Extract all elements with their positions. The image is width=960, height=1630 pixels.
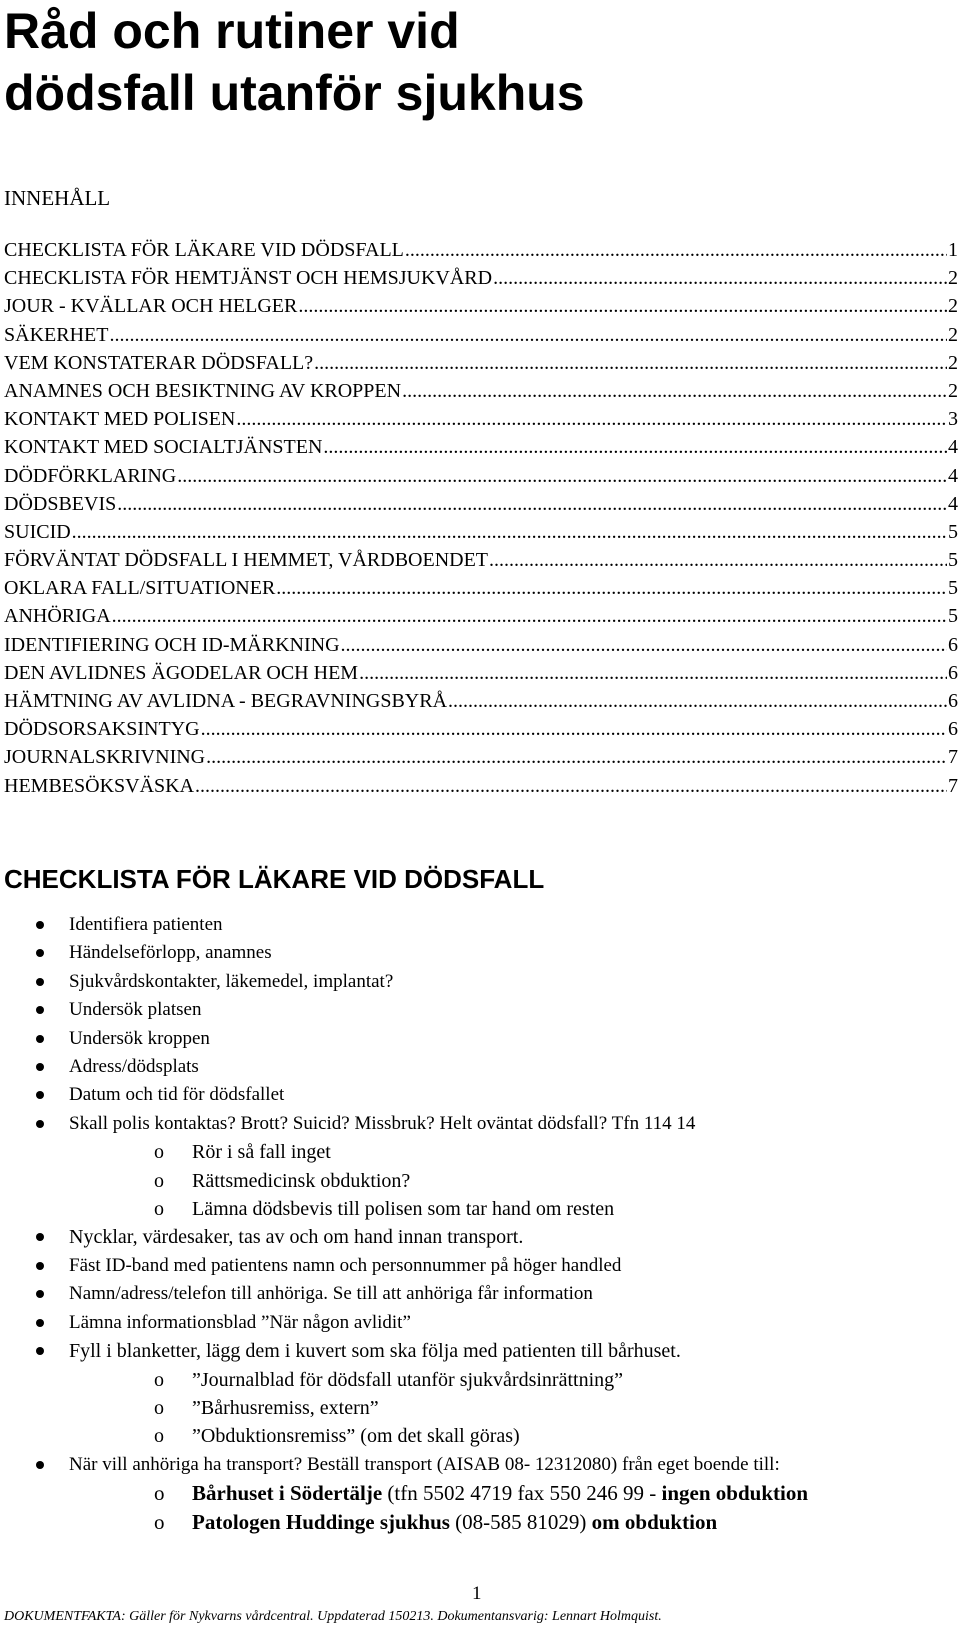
toc-entry-title: KONTAKT MED SOCIALTJÄNSTEN: [4, 436, 323, 459]
toc-entry[interactable]: [4, 634, 958, 662]
toc-dot-leader: [117, 493, 947, 516]
doctor-checklist: [0, 911, 960, 1536]
toc-entry-title: KONTAKT MED POLISEN: [4, 408, 236, 431]
sub-bullet: o: [154, 1396, 164, 1419]
toc-entry-page: 2: [948, 379, 958, 402]
toc-entry-page: 7: [948, 746, 958, 769]
toc-entry[interactable]: [4, 436, 958, 464]
autopsy-note: om obduktion: [591, 1509, 718, 1534]
toc-entry-page: 2: [948, 295, 958, 318]
toc-entry[interactable]: [4, 577, 958, 605]
toc-entry-title: IDENTIFIERING OCH ID-MÄRKNING: [4, 633, 340, 656]
checklist-item: Fäst ID-band med patientens namn och personnummer på höger handled: [0, 1252, 960, 1280]
bullet-dot: [36, 1347, 44, 1355]
checklist-item: Identifiera patienten: [0, 911, 960, 939]
toc-entry-title: JOUR - KVÄLLAR OCH HELGER: [4, 295, 298, 318]
bullet-dot: [36, 1233, 44, 1241]
checklist-item: Namn/adress/telefon till anhöriga. Se till att anhöriga får information: [0, 1280, 960, 1308]
bullet-dot: [36, 1006, 44, 1014]
toc-entry-page: 5: [948, 549, 958, 572]
toc-entry[interactable]: [4, 690, 958, 718]
toc-entry-title: OKLARA FALL/SITUATIONER: [4, 577, 276, 600]
toc-dot-leader: [206, 746, 947, 769]
toc-entry-page: 4: [948, 436, 958, 459]
toc-entry-title: JOURNALSKRIVNING: [4, 746, 206, 769]
toc-entry-title: SUICID: [4, 520, 71, 543]
toc-dot-leader: [109, 324, 947, 347]
toc-dot-leader: [402, 380, 947, 403]
toc-dot-leader: [323, 436, 947, 459]
toc-entry[interactable]: [4, 465, 958, 493]
toc-dot-leader: [489, 549, 947, 572]
toc-heading: INNEHÅLL: [4, 186, 111, 210]
toc-entry-page: 5: [948, 520, 958, 543]
section-heading: CHECKLISTA FÖR LÄKARE VID DÖDSFALL: [4, 864, 545, 894]
bullet-dot: [36, 1091, 44, 1099]
forms-sublist: [69, 1366, 960, 1451]
checklist-item: Lämna informationsblad ”När någon avlidit”: [0, 1309, 960, 1337]
toc-dot-leader: [448, 690, 947, 713]
toc-entry-page: 6: [948, 633, 958, 656]
toc-entry-title: ANHÖRIGA: [4, 605, 111, 628]
toc-entry-title: ANAMNES OCH BESIKTNING AV KROPPEN: [4, 379, 402, 402]
police-sublist: [69, 1138, 960, 1223]
toc-entry[interactable]: [4, 746, 958, 774]
document-title-line-1: Råd och rutiner vid: [4, 3, 460, 59]
toc-entry-title: VEM KONSTATERAR DÖDSFALL?: [4, 351, 314, 374]
toc-entry[interactable]: [4, 662, 958, 690]
sub-bullet: o: [154, 1368, 164, 1391]
bullet-dot: [36, 1290, 44, 1298]
bullet-dot: [36, 921, 44, 929]
bullet-dot: [36, 1319, 44, 1327]
toc-entry[interactable]: [4, 324, 958, 352]
document-title-line-2: dödsfall utanför sjukhus: [4, 65, 585, 121]
toc-entry-title: DÖDSORSAKSINTYG: [4, 718, 200, 741]
bullet-dot: [36, 1035, 44, 1043]
toc-entry-title: HEMBESÖKSVÄSKA: [4, 774, 195, 797]
toc-entry[interactable]: [4, 295, 958, 323]
toc-dot-leader: [177, 465, 947, 488]
toc-entry-title: HÄMTNING AV AVLIDNA - BEGRAVNINGSBYRÅ: [4, 690, 448, 712]
toc-entry[interactable]: [4, 718, 958, 746]
checklist-item-forms: Fyll i blanketter, lägg dem i kuvert som ska följa med patienten till bårhuset. o ”Journalblad för dödsfall utanför sjukvårdsinrättning” o ”Bårhusremiss, extern” o ”Obduktionsremiss” (om det skall göras): [0, 1337, 960, 1451]
checklist-item-police: Skall polis kontaktas? Brott? Suicid? Missbruk? Helt oväntat dödsfall? Tfn 114 14 o Rör i så fall inget o Rättsmedicinsk obduktion? o Lämna dödsbevis till polisen som tar hand om resten: [0, 1110, 960, 1224]
sub-bullet: o: [154, 1198, 164, 1221]
toc-entry[interactable]: [4, 549, 958, 577]
toc-entry-page: 7: [948, 774, 958, 797]
toc-entry-page: 3: [948, 408, 958, 431]
pathology-name: Patologen Huddinge sjukhus: [192, 1509, 450, 1534]
toc-dot-leader: [236, 408, 947, 431]
toc-dot-leader: [405, 239, 947, 262]
toc-entry[interactable]: [4, 605, 958, 633]
toc-entry-title: FÖRVÄNTAT DÖDSFALL I HEMMET, VÅRDBOENDET: [4, 549, 489, 572]
toc-dot-leader: [341, 634, 947, 657]
toc-entry-page: 2: [948, 267, 958, 290]
toc-dot-leader: [493, 267, 947, 290]
sub-item-sodertalje: [154, 1479, 960, 1507]
toc-dot-leader: [112, 605, 947, 628]
checklist-item: Adress/dödsplats: [0, 1053, 960, 1081]
toc-entry-page: 2: [948, 351, 958, 374]
toc-entry[interactable]: [4, 267, 958, 295]
toc-entry[interactable]: [4, 408, 958, 436]
page-number: 1: [472, 1583, 482, 1604]
toc-entry[interactable]: [4, 775, 958, 803]
sub-bullet: o: [154, 1169, 164, 1192]
bullet-dot: [36, 978, 44, 986]
checklist-item: Datum och tid för dödsfallet: [0, 1081, 960, 1109]
checklist-item: Undersök platsen: [0, 996, 960, 1024]
toc-entry[interactable]: [4, 380, 958, 408]
toc-entry-page: 4: [948, 492, 958, 515]
document-footer: DOKUMENTFAKTA: Gäller för Nykvarns vårdcentral. Uppdaterad 150213. Dokumentansvarig: Lennart Holmquist.: [4, 1609, 662, 1624]
toc-dot-leader: [201, 718, 947, 741]
sub-item: o ”Obduktionsremiss” (om det skall göras): [154, 1422, 960, 1450]
toc-entry[interactable]: [4, 521, 958, 549]
sub-bullet: o: [154, 1481, 165, 1506]
toc-entry-page: 1: [948, 239, 958, 261]
toc-dot-leader: [359, 662, 947, 685]
bullet-dot: [36, 1262, 44, 1270]
transport-sublist: [69, 1479, 960, 1536]
toc-entry-page: 2: [948, 323, 958, 346]
toc-entry-page: 6: [948, 661, 958, 684]
toc-entry[interactable]: [4, 352, 958, 380]
toc-entry-title: CHECKLISTA FÖR LÄKARE VID DÖDSFALL: [4, 239, 404, 261]
toc-entry-page: 4: [948, 464, 958, 487]
toc-dot-leader: [298, 295, 947, 318]
sub-item: o Rättsmedicinsk obduktion?: [154, 1167, 960, 1195]
checklist-item: Nycklar, värdesaker, tas av och om hand innan transport.: [0, 1223, 960, 1251]
toc-entry-page: 6: [948, 718, 958, 741]
toc-entry[interactable]: [4, 493, 958, 521]
sub-item: o ”Bårhusremiss, extern”: [154, 1394, 960, 1422]
toc-dot-leader: [72, 521, 947, 544]
sub-item: o Rör i så fall inget: [154, 1138, 960, 1166]
checklist-item: Sjukvårdskontakter, läkemedel, implantat?: [0, 968, 960, 996]
toc-dot-leader: [195, 775, 947, 798]
morgue-name: Bårhuset i Södertälje: [192, 1481, 383, 1506]
document-title: [4, 0, 904, 124]
sub-bullet: o: [154, 1509, 165, 1534]
sub-bullet: o: [154, 1141, 164, 1164]
bullet-dot: [36, 1063, 44, 1071]
morgue-phone: (tfn 5502 4719 fax 550 246 99 -: [382, 1481, 662, 1506]
sub-item: o ”Journalblad för dödsfall utanför sjukvårdsinrättning”: [154, 1366, 960, 1394]
table-of-contents: [4, 239, 958, 803]
toc-entry-title: CHECKLISTA FÖR HEMTJÄNST OCH HEMSJUKVÅRD: [4, 267, 493, 290]
bullet-dot: [36, 1120, 44, 1128]
toc-dot-leader: [276, 577, 947, 600]
sub-bullet: o: [154, 1425, 164, 1448]
toc-entry-page: 5: [948, 605, 958, 628]
bullet-dot: [36, 1461, 44, 1469]
toc-entry-page: 5: [948, 577, 958, 600]
toc-entry[interactable]: [4, 239, 958, 267]
toc-entry-page: 6: [948, 690, 958, 712]
no-autopsy-note: ingen obduktion: [661, 1481, 809, 1506]
toc-entry-title: DEN AVLIDNES ÄGODELAR OCH HEM: [4, 661, 359, 684]
toc-entry-title: DÖDFÖRKLARING: [4, 464, 177, 487]
toc-entry-title: DÖDSBEVIS: [4, 492, 117, 515]
sub-item: o Lämna dödsbevis till polisen som tar hand om resten: [154, 1195, 960, 1223]
sub-item-huddinge: [154, 1508, 960, 1536]
checklist-item: Händelseförlopp, anamnes: [0, 939, 960, 967]
checklist-item-transport: När vill anhöriga ha transport? Beställ transport (AISAB 08- 12312080) från eget boende till: o Bårhuset i Södertälje (tfn 5502 4719 fax 550 246 99 - ingen obduktion o Patologen Huddinge sjukhus (08-585 81029) om obduktion: [0, 1451, 960, 1536]
checklist-item: Undersök kroppen: [0, 1025, 960, 1053]
toc-entry-title: SÄKERHET: [4, 323, 109, 346]
toc-dot-leader: [314, 352, 947, 375]
pathology-phone: (08-585 81029): [449, 1509, 592, 1534]
bullet-dot: [36, 949, 44, 957]
